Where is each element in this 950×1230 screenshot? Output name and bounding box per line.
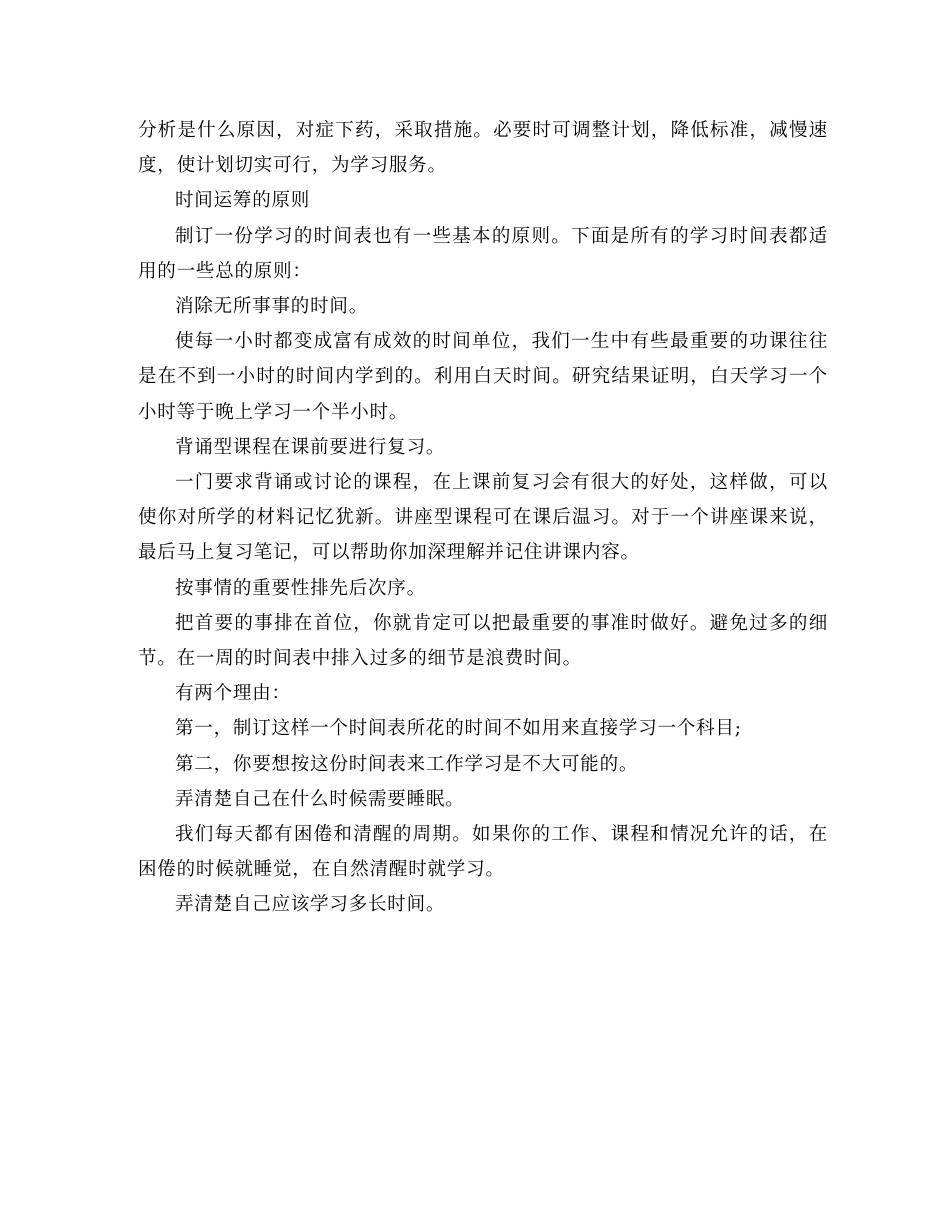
- list-item: 第二，你要想按这份时间表来工作学习是不大可能的。: [175, 753, 639, 775]
- paragraph: 使每一小时都变成富有成效的时间单位，我们一生中有些最重要的功课往往是在不到一小时的时间内学到的。利用白天时间。研究结果证明，白天学习一个小时等于晚上学习一个半小时。: [138, 331, 828, 423]
- paragraph: 分析是什么原因，对症下药，采取措施。必要时可调整计划，降低标准，减慢速度，使计划切实可行，为学习服务。: [138, 120, 828, 177]
- paragraph: 一门要求背诵或讨论的课程，在上课前复习会有很大的好处，这样做，可以使你对所学的材料记忆犹新。讲座型课程可在课后温习。对于一个讲座课来说，最后马上复习笔记，可以帮助你加深理解并记住讲课内容。: [138, 472, 828, 564]
- principle-heading: 消除无所事事的时间。: [175, 296, 369, 318]
- section-heading: 时间运筹的原则: [175, 190, 311, 212]
- principle-heading: 弄清楚自己应该学习多长时间。: [175, 894, 446, 916]
- paragraph: 把首要的事排在首位，你就肯定可以把最重要的事准时做好。避免过多的细节。在一周的时间表中排入过多的细节是浪费时间。: [138, 612, 828, 670]
- paragraph: 制订一份学习的时间表也有一些基本的原则。下面是所有的学习时间表都适用的一些总的原则：: [138, 225, 828, 282]
- document-body: [138, 113, 828, 923]
- paragraph: 我们每天都有困倦和清醒的周期。如果你的工作、课程和情况允许的话，在困倦的时候就睡觉，在自然清醒时就学习。: [138, 824, 828, 881]
- principle-heading: 背诵型课程在课前要进行复习。: [175, 436, 446, 458]
- list-item: 第一，制订这样一个时间表所花的时间不如用来直接学习一个科目;: [175, 718, 742, 740]
- principle-heading: 弄清楚自己在什么时候需要睡眠。: [175, 788, 465, 810]
- principle-heading: 按事情的重要性排先后次序。: [175, 577, 426, 599]
- paragraph: 有两个理由：: [175, 683, 291, 705]
